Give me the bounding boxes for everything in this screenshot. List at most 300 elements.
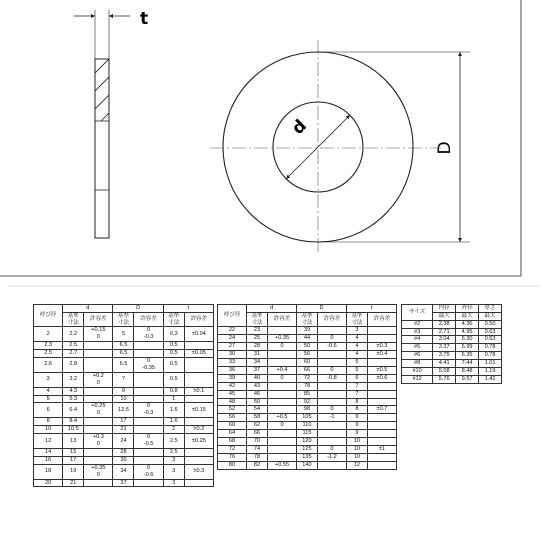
t-tol-cell bbox=[367, 453, 396, 461]
table-row bbox=[402, 352, 502, 360]
t-basic-cell: 4 bbox=[347, 335, 368, 343]
nominal-cell: 14 bbox=[34, 448, 63, 456]
basic-dim: 基準 寸法 bbox=[63, 312, 84, 327]
tol-upper: +0.2 bbox=[92, 372, 104, 379]
table-row bbox=[402, 336, 502, 344]
d-tol-cell bbox=[267, 406, 296, 414]
D-tol-cell bbox=[317, 327, 346, 335]
inner-max-cell: 4.41 bbox=[433, 360, 456, 368]
nominal-cell: 72 bbox=[218, 445, 247, 453]
table-body bbox=[218, 327, 397, 469]
nominal-cell: 52 bbox=[218, 406, 247, 414]
D-basic-cell: 125 bbox=[297, 445, 318, 453]
tol-lower: -0.3 bbox=[143, 410, 154, 417]
d-tol-cell bbox=[84, 448, 113, 456]
D-basic-cell: 10 bbox=[113, 395, 134, 403]
col-size: サイズ bbox=[402, 305, 433, 321]
tol-lower: 0 bbox=[96, 379, 100, 386]
t-tol-cell bbox=[367, 382, 396, 390]
D-tol-cell bbox=[317, 461, 346, 469]
nominal-cell: 45 bbox=[218, 390, 247, 398]
nominal-cell: 39 bbox=[218, 374, 247, 382]
D-tol-cell: -0.6 bbox=[317, 343, 346, 351]
thickness-label: t bbox=[140, 9, 149, 29]
d-basic-cell: 10.5 bbox=[63, 426, 84, 434]
tol-lower: -0.3 bbox=[143, 334, 154, 341]
d-basic-cell: 4.3 bbox=[63, 387, 84, 395]
d-basic-cell: 2.8 bbox=[63, 358, 84, 373]
table-row bbox=[218, 382, 397, 390]
t-tol-cell: ±0.7 bbox=[367, 406, 396, 414]
d-tol-cell bbox=[267, 390, 296, 398]
d-basic-cell: 46 bbox=[247, 390, 268, 398]
t-basic-cell: 8 bbox=[347, 406, 368, 414]
thick-max-cell: 1.19 bbox=[479, 368, 502, 376]
d-tol-cell bbox=[267, 438, 296, 446]
D-basic-cell: 85 bbox=[297, 390, 318, 398]
table-row bbox=[34, 448, 214, 456]
D-basic-cell: 72 bbox=[297, 374, 318, 382]
t-tol-cell: ±0.05 bbox=[184, 350, 213, 358]
t-basic-cell: 0.5 bbox=[163, 342, 184, 350]
d-tol-cell bbox=[84, 456, 113, 464]
table-row bbox=[218, 327, 397, 335]
t-tol-cell bbox=[184, 395, 213, 403]
D-basic-cell: 34 bbox=[113, 464, 134, 479]
table-row bbox=[34, 350, 214, 358]
basic-dim: 基準 寸法 bbox=[247, 312, 268, 327]
t-tol-cell bbox=[184, 372, 213, 387]
table-row bbox=[218, 422, 397, 430]
table-row bbox=[34, 387, 214, 395]
nominal-cell: 10 bbox=[34, 426, 63, 434]
table-row bbox=[34, 403, 214, 418]
nominal-cell: 22 bbox=[218, 327, 247, 335]
d-tol-cell bbox=[267, 327, 296, 335]
group-D: D bbox=[297, 305, 347, 313]
d-basic-cell: 82 bbox=[247, 461, 268, 469]
t-basic-cell: 4 bbox=[347, 351, 368, 359]
group-d: d bbox=[63, 305, 113, 313]
t-basic-cell: 5 bbox=[347, 366, 368, 374]
nominal-cell: 76 bbox=[218, 453, 247, 461]
d-basic-cell: 5.3 bbox=[63, 395, 84, 403]
d-tol-cell bbox=[84, 327, 113, 342]
t-basic-cell: 0.5 bbox=[163, 372, 184, 387]
inner-max-cell: 3.04 bbox=[433, 336, 456, 344]
nominal-cell: 80 bbox=[218, 461, 247, 469]
t-basic-cell: 9 bbox=[347, 430, 368, 438]
d-tol-cell bbox=[84, 395, 113, 403]
d-basic-cell: 3.2 bbox=[63, 372, 84, 387]
nominal-cell: 64 bbox=[218, 430, 247, 438]
t-basic-cell: 5 bbox=[347, 359, 368, 367]
D-basic-cell: 6.5 bbox=[113, 358, 134, 373]
d-basic-cell: 78 bbox=[247, 453, 268, 461]
t-basic-cell: 0.8 bbox=[163, 387, 184, 395]
nominal-cell: 8 bbox=[34, 418, 63, 426]
D-basic-cell: 135 bbox=[297, 453, 318, 461]
outer-max-cell: 5.99 bbox=[456, 344, 479, 352]
D-basic-cell: 120 bbox=[297, 438, 318, 446]
tol-lower: -0.35 bbox=[142, 364, 155, 371]
nominal-cell: 27 bbox=[218, 343, 247, 351]
table-row bbox=[34, 434, 214, 449]
table-row bbox=[218, 366, 397, 374]
D-basic-cell: 56 bbox=[297, 351, 318, 359]
d-basic-cell: 50 bbox=[247, 398, 268, 406]
tol-lower: 0 bbox=[96, 471, 100, 478]
D-tol-cell bbox=[134, 395, 163, 403]
t-basic-cell: 3 bbox=[347, 327, 368, 335]
table-row bbox=[34, 426, 214, 434]
d-tol-cell: +0.55 bbox=[267, 461, 296, 469]
table-row bbox=[218, 406, 397, 414]
D-tol-cell: -1 bbox=[317, 414, 346, 422]
d-tol-cell bbox=[84, 358, 113, 373]
size-cell: #12 bbox=[402, 375, 433, 383]
outer-max-cell: 4.95 bbox=[456, 328, 479, 336]
col-nominal: 呼び径 bbox=[34, 305, 63, 327]
d-tol-cell bbox=[267, 430, 296, 438]
inner-max-cell: 2.71 bbox=[433, 328, 456, 336]
table-row bbox=[34, 342, 214, 350]
t-tol-cell: ±0.1 bbox=[184, 387, 213, 395]
tol-lower: 0 bbox=[96, 440, 100, 447]
d-tol-cell bbox=[84, 403, 113, 418]
D-tol-cell: 0 bbox=[317, 406, 346, 414]
t-tol-cell bbox=[184, 456, 213, 464]
outer-max-cell: 4.36 bbox=[456, 320, 479, 328]
outer-diameter-label: D bbox=[435, 141, 455, 155]
tolerance: 許容差 bbox=[317, 312, 346, 327]
D-tol-cell: -0.8 bbox=[317, 374, 346, 382]
d-basic-cell: 13 bbox=[63, 434, 84, 449]
outer-max-cell: 5.30 bbox=[456, 336, 479, 344]
group-t: t bbox=[163, 305, 213, 313]
t-tol-cell bbox=[184, 418, 213, 426]
D-tol-cell bbox=[317, 351, 346, 359]
basic-dim: 基準 寸法 bbox=[297, 312, 318, 327]
t-tol-cell: ±0.3 bbox=[184, 464, 213, 479]
table-row bbox=[402, 360, 502, 368]
tolerance: 許容差 bbox=[134, 312, 163, 327]
nominal-cell: 12 bbox=[34, 434, 63, 449]
table-row bbox=[402, 328, 502, 336]
size-cell: #3 bbox=[402, 328, 433, 336]
D-basic-cell: 110 bbox=[297, 422, 318, 430]
d-basic-cell: 21 bbox=[63, 479, 84, 487]
table-row bbox=[218, 438, 397, 446]
t-tol-cell bbox=[367, 390, 396, 398]
d-basic-cell: 19 bbox=[63, 464, 84, 479]
D-basic-cell: 12.5 bbox=[113, 403, 134, 418]
t-basic-cell: 1.6 bbox=[163, 403, 184, 418]
nominal-cell: 56 bbox=[218, 414, 247, 422]
t-tol-cell: ±0.15 bbox=[184, 403, 213, 418]
D-tol-cell: -1.2 bbox=[317, 453, 346, 461]
d-basic-cell: 2.5 bbox=[63, 342, 84, 350]
d-basic-cell: 17 bbox=[63, 456, 84, 464]
inner-max-cell: 3.75 bbox=[433, 352, 456, 360]
metric-washer-table-2 bbox=[217, 304, 397, 470]
table-row bbox=[218, 398, 397, 406]
d-tol-cell: 0 bbox=[267, 343, 296, 351]
table-row bbox=[218, 430, 397, 438]
col-thick: 厚さ bbox=[479, 305, 502, 313]
nominal-cell: 48 bbox=[218, 398, 247, 406]
nominal-cell: 18 bbox=[34, 464, 63, 479]
table-row bbox=[402, 344, 502, 352]
d-basic-cell: 28 bbox=[247, 343, 268, 351]
t-basic-cell: 1 bbox=[163, 395, 184, 403]
D-basic-cell: 9 bbox=[113, 387, 134, 395]
nominal-cell: 60 bbox=[218, 422, 247, 430]
d-basic-cell: 66 bbox=[247, 430, 268, 438]
t-basic-cell: 7 bbox=[347, 382, 368, 390]
t-tol-cell: ±0.25 bbox=[184, 434, 213, 449]
tol-lower: -0.6 bbox=[143, 471, 154, 478]
nominal-cell: 2.6 bbox=[34, 358, 63, 373]
D-basic-cell: 78 bbox=[297, 382, 318, 390]
outer-max-cell: 6.35 bbox=[456, 352, 479, 360]
t-tol-cell bbox=[367, 430, 396, 438]
tol-upper: 0 bbox=[147, 434, 151, 441]
basic-dim: 基準 寸法 bbox=[163, 312, 184, 327]
d-basic-cell: 58 bbox=[247, 414, 268, 422]
thick-max-cell: 0.78 bbox=[479, 352, 502, 360]
nominal-cell: 16 bbox=[34, 456, 63, 464]
table-body bbox=[34, 327, 214, 487]
table-row bbox=[34, 358, 214, 373]
t-tol-cell bbox=[367, 414, 396, 422]
d-tol-cell: +0.5 bbox=[267, 414, 296, 422]
D-basic-cell: 28 bbox=[113, 448, 134, 456]
size-cell: #6 bbox=[402, 352, 433, 360]
D-tol-cell: 0 bbox=[317, 335, 346, 343]
tol-upper: 0 bbox=[147, 358, 151, 365]
D-basic-cell: 17 bbox=[113, 418, 134, 426]
D-basic-cell: 140 bbox=[297, 461, 318, 469]
d-basic-cell: 34 bbox=[247, 359, 268, 367]
d-tol-cell bbox=[267, 398, 296, 406]
t-tol-cell bbox=[367, 335, 396, 343]
d-tol-cell bbox=[84, 479, 113, 487]
table-row bbox=[218, 359, 397, 367]
tol-upper: 0 bbox=[147, 403, 151, 410]
size-cell: #4 bbox=[402, 336, 433, 344]
thick-max-cell: 1.01 bbox=[479, 360, 502, 368]
D-tol-cell bbox=[134, 350, 163, 358]
table-row bbox=[218, 374, 397, 382]
t-basic-cell: 4 bbox=[347, 343, 368, 351]
tol-upper: +0.35 bbox=[91, 464, 106, 471]
table-row bbox=[218, 461, 397, 469]
t-basic-cell: 7 bbox=[347, 390, 368, 398]
d-tol-cell bbox=[84, 426, 113, 434]
nominal-cell: 33 bbox=[218, 359, 247, 367]
outer-max-cell: 8.48 bbox=[456, 368, 479, 376]
col-outer: 外径 bbox=[456, 305, 479, 313]
d-basic-cell: 23 bbox=[247, 327, 268, 335]
nominal-cell: 2.5 bbox=[34, 350, 63, 358]
table-row bbox=[34, 456, 214, 464]
nominal-cell: 42 bbox=[218, 382, 247, 390]
D-tol-cell bbox=[134, 418, 163, 426]
D-basic-cell: 5 bbox=[113, 327, 134, 342]
basic-dim: 基準 寸法 bbox=[113, 312, 134, 327]
D-basic-cell: 21 bbox=[113, 426, 134, 434]
table-row bbox=[34, 327, 214, 342]
D-tol-cell bbox=[134, 456, 163, 464]
tolerance: 許容差 bbox=[367, 312, 396, 327]
t-basic-cell: 3 bbox=[163, 456, 184, 464]
D-tol-cell bbox=[317, 430, 346, 438]
t-basic-cell: 3 bbox=[163, 479, 184, 487]
col-max: 最大 bbox=[433, 312, 456, 320]
d-tol-cell bbox=[84, 418, 113, 426]
outer-max-cell: 7.44 bbox=[456, 360, 479, 368]
D-tol-cell bbox=[134, 342, 163, 350]
thick-max-cell: 0.50 bbox=[479, 320, 502, 328]
D-tol-cell: 0 bbox=[317, 366, 346, 374]
D-tol-cell bbox=[317, 382, 346, 390]
group-D: D bbox=[113, 305, 163, 313]
t-basic-cell: 0.5 bbox=[163, 350, 184, 358]
D-basic-cell: 98 bbox=[297, 406, 318, 414]
d-tol-cell bbox=[84, 372, 113, 387]
nominal-cell: 6 bbox=[34, 403, 63, 418]
D-tol-cell bbox=[134, 403, 163, 418]
outer-max-cell: 9.57 bbox=[456, 375, 479, 383]
size-cell: #2 bbox=[402, 320, 433, 328]
col-max: 最大 bbox=[456, 312, 479, 320]
thick-max-cell: 0.63 bbox=[479, 336, 502, 344]
D-tol-cell bbox=[317, 438, 346, 446]
d-basic-cell: 2.7 bbox=[63, 350, 84, 358]
nominal-cell: 2.3 bbox=[34, 342, 63, 350]
t-tol-cell: ±0.3 bbox=[367, 343, 396, 351]
d-basic-cell: 25 bbox=[247, 335, 268, 343]
table-row bbox=[34, 372, 214, 387]
d-tol-cell bbox=[84, 350, 113, 358]
D-basic-cell: 50 bbox=[297, 343, 318, 351]
D-basic-cell: 6.5 bbox=[113, 342, 134, 350]
nominal-cell: 68 bbox=[218, 438, 247, 446]
D-basic-cell: 92 bbox=[297, 398, 318, 406]
t-basic-cell: 12 bbox=[347, 461, 368, 469]
D-basic-cell: 115 bbox=[297, 430, 318, 438]
inner-max-cell: 5.08 bbox=[433, 368, 456, 376]
t-tol-cell bbox=[367, 327, 396, 335]
t-basic-cell: 0.5 bbox=[163, 358, 184, 373]
t-basic-cell: 8 bbox=[347, 398, 368, 406]
t-tol-cell bbox=[367, 359, 396, 367]
D-basic-cell: 66 bbox=[297, 366, 318, 374]
t-basic-cell: 6 bbox=[347, 374, 368, 382]
d-basic-cell: 54 bbox=[247, 406, 268, 414]
t-tol-cell bbox=[184, 342, 213, 350]
t-tol-cell: ±1 bbox=[367, 445, 396, 453]
D-basic-cell: 60 bbox=[297, 359, 318, 367]
table-row bbox=[218, 390, 397, 398]
t-tol-cell bbox=[184, 358, 213, 373]
d-basic-cell: 37 bbox=[247, 366, 268, 374]
t-tol-cell bbox=[184, 479, 213, 487]
thick-max-cell: 0.63 bbox=[479, 328, 502, 336]
d-tol-cell bbox=[84, 387, 113, 395]
t-basic-cell: 2.5 bbox=[163, 448, 184, 456]
t-basic-cell: 10 bbox=[347, 445, 368, 453]
d-basic-cell: 62 bbox=[247, 422, 268, 430]
nominal-cell: 2 bbox=[34, 327, 63, 342]
D-tol-cell bbox=[317, 390, 346, 398]
col-max: 最大 bbox=[479, 312, 502, 320]
D-basic-cell: 6.5 bbox=[113, 350, 134, 358]
table-row bbox=[218, 335, 397, 343]
t-tol-cell: ±0.2 bbox=[184, 426, 213, 434]
table-body bbox=[402, 320, 502, 383]
group-d: d bbox=[247, 305, 297, 313]
d-tol-cell bbox=[267, 382, 296, 390]
tolerance: 許容差 bbox=[84, 312, 113, 327]
D-tol-cell bbox=[317, 398, 346, 406]
d-basic-cell: 40 bbox=[247, 374, 268, 382]
t-basic-cell: 0.3 bbox=[163, 327, 184, 342]
thick-max-cell: 1.42 bbox=[479, 375, 502, 383]
d-basic-cell: 43 bbox=[247, 382, 268, 390]
D-tol-cell bbox=[134, 327, 163, 342]
t-tol-cell bbox=[367, 461, 396, 469]
metric-washer-table-1 bbox=[33, 304, 214, 487]
table-row bbox=[218, 453, 397, 461]
table-row bbox=[218, 351, 397, 359]
t-basic-cell: 2.5 bbox=[163, 434, 184, 449]
table-row bbox=[34, 464, 214, 479]
D-tol-cell bbox=[134, 479, 163, 487]
size-cell: #10 bbox=[402, 368, 433, 376]
t-tol-cell bbox=[184, 448, 213, 456]
t-basic-cell: 3 bbox=[163, 464, 184, 479]
nominal-cell: 20 bbox=[34, 479, 63, 487]
D-basic-cell: 39 bbox=[297, 327, 318, 335]
d-basic-cell: 74 bbox=[247, 445, 268, 453]
table-row bbox=[402, 320, 502, 328]
group-t: t bbox=[347, 305, 397, 313]
D-basic-cell: 105 bbox=[297, 414, 318, 422]
t-basic-cell: 1.6 bbox=[163, 418, 184, 426]
inch-washer-table bbox=[401, 304, 502, 384]
d-basic-cell: 8.4 bbox=[63, 418, 84, 426]
D-tol-cell bbox=[134, 426, 163, 434]
col-inner: 内径 bbox=[433, 305, 456, 313]
d-tol-cell: 0 bbox=[267, 422, 296, 430]
tol-lower: -0.5 bbox=[143, 440, 154, 447]
d-tol-cell bbox=[84, 464, 113, 479]
thick-max-cell: 0.78 bbox=[479, 344, 502, 352]
d-tol-cell: +0.35 bbox=[267, 335, 296, 343]
nominal-cell: 24 bbox=[218, 335, 247, 343]
D-tol-cell bbox=[134, 434, 163, 449]
tol-lower: 0 bbox=[96, 410, 100, 417]
inner-diameter-label: d bbox=[288, 116, 311, 139]
t-tol-cell bbox=[367, 398, 396, 406]
tol-upper: 0 bbox=[147, 464, 151, 471]
d-basic-cell: 15 bbox=[63, 448, 84, 456]
d-basic-cell: 6.4 bbox=[63, 403, 84, 418]
table-row bbox=[34, 479, 214, 487]
tolerance: 許容差 bbox=[267, 312, 296, 327]
